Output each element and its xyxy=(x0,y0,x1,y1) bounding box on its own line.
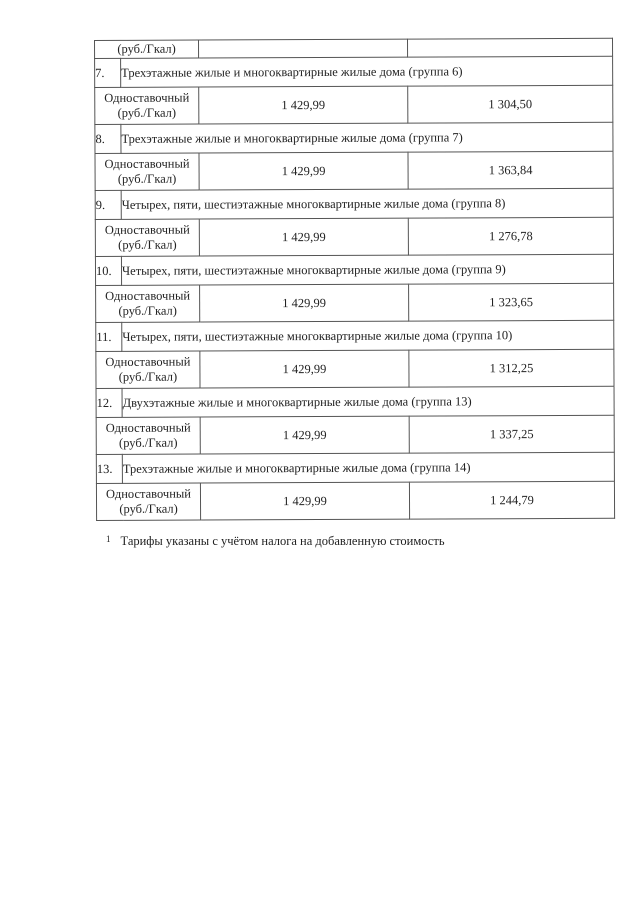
unit-cell xyxy=(95,153,199,190)
footnote xyxy=(106,532,586,549)
unit-cell xyxy=(96,285,200,322)
group-title: Двухэтажные жилые и многоквартирные жилые дома (группа 13) xyxy=(122,386,614,417)
tariff-value-2: 1 337,25 xyxy=(409,415,614,453)
group-header-row xyxy=(95,188,613,219)
tariff-value-1: 1 429,99 xyxy=(200,350,409,388)
group-header-row xyxy=(95,56,613,87)
unit-label: Одноставочный xyxy=(105,420,191,435)
unit-measure: (руб./Гкал) xyxy=(118,237,177,252)
tariff-value-2: 1 304,50 xyxy=(408,85,613,123)
group-title: Трехэтажные жилые и многоквартирные жилые дома (группа 6) xyxy=(121,56,613,87)
group-number: 10. xyxy=(95,256,121,285)
unit-label: Одноставочный xyxy=(104,222,190,237)
unit-label: Одноставочный xyxy=(104,156,190,171)
unit-measure: (руб./Гкал) xyxy=(118,435,178,450)
group-title: Четырех, пяти, шестиэтажные многоквартирные жилые дома (группа 10) xyxy=(122,320,614,351)
tariff-value-1: 1 429,99 xyxy=(200,416,409,454)
unit-measure: (руб./Гкал) xyxy=(117,105,177,120)
table-row-continued xyxy=(95,38,613,58)
tariff-value-1: 1 429,99 xyxy=(200,482,409,520)
tariff-value-2: 1 276,78 xyxy=(408,217,613,255)
tariff-table xyxy=(94,38,615,521)
value-cell-empty xyxy=(199,39,408,58)
unit-label: Одноставочный xyxy=(105,486,192,501)
tariff-value-1: 1 429,99 xyxy=(199,218,408,256)
unit-cell xyxy=(96,417,200,454)
group-title: Трехэтажные жилые и многоквартирные жилые дома (группа 7) xyxy=(121,122,613,153)
tariff-row xyxy=(96,349,614,388)
unit-label: Одноставочный xyxy=(105,354,191,369)
group-header-row xyxy=(96,320,614,351)
group-number: 7. xyxy=(95,58,121,87)
tariff-row xyxy=(96,283,614,322)
unit-measure: (руб./Гкал) xyxy=(118,369,178,384)
tariff-row xyxy=(95,85,613,124)
unit-label: Одноставочный xyxy=(105,288,191,303)
tariff-value-2: 1 363,84 xyxy=(408,151,613,189)
unit-cell xyxy=(96,351,200,388)
unit-measure: (руб./Гкал) xyxy=(117,171,177,186)
group-number: 9. xyxy=(95,190,121,219)
group-header-row xyxy=(95,122,613,153)
value-cell-empty xyxy=(407,38,612,57)
unit-cell: (руб./Гкал) xyxy=(95,40,199,58)
tariff-value-1: 1 429,99 xyxy=(200,284,409,322)
group-header-row xyxy=(96,386,614,417)
unit-cell xyxy=(95,87,199,124)
unit-cell xyxy=(96,483,200,520)
group-title: Трехэтажные жилые и многоквартирные жилые дома (группа 14) xyxy=(122,452,614,483)
group-title: Четырех, пяти, шестиэтажные многоквартирные жилые дома (группа 9) xyxy=(121,254,613,285)
tariff-row xyxy=(96,481,614,520)
tariff-row xyxy=(96,415,614,454)
footnote-text: Тарифы указаны с учётом налога на добавленную стоимость xyxy=(120,534,445,548)
unit-label: Одноставочный xyxy=(104,90,190,105)
group-title: Четырех, пяти, шестиэтажные многоквартирные жилые дома (группа 8) xyxy=(121,188,613,219)
group-number: 12. xyxy=(96,388,122,417)
group-number: 13. xyxy=(96,454,122,483)
group-header-row xyxy=(95,254,613,285)
group-number: 11. xyxy=(96,322,122,351)
footnote-mark: 1 xyxy=(106,534,111,544)
group-number: 8. xyxy=(95,124,121,153)
tariff-value-2: 1 312,25 xyxy=(409,349,614,387)
tariff-value-1: 1 429,99 xyxy=(199,86,408,124)
group-header-row xyxy=(96,452,614,483)
tariff-value-2: 1 323,65 xyxy=(409,283,614,321)
tariff-row xyxy=(95,151,613,190)
unit-cell xyxy=(95,219,199,256)
tariff-value-2: 1 244,79 xyxy=(409,481,614,519)
tariff-row xyxy=(95,217,613,256)
unit-measure: (руб./Гкал) xyxy=(119,501,178,516)
tariff-value-1: 1 429,99 xyxy=(199,152,408,190)
unit-measure: (руб./Гкал) xyxy=(118,303,177,318)
